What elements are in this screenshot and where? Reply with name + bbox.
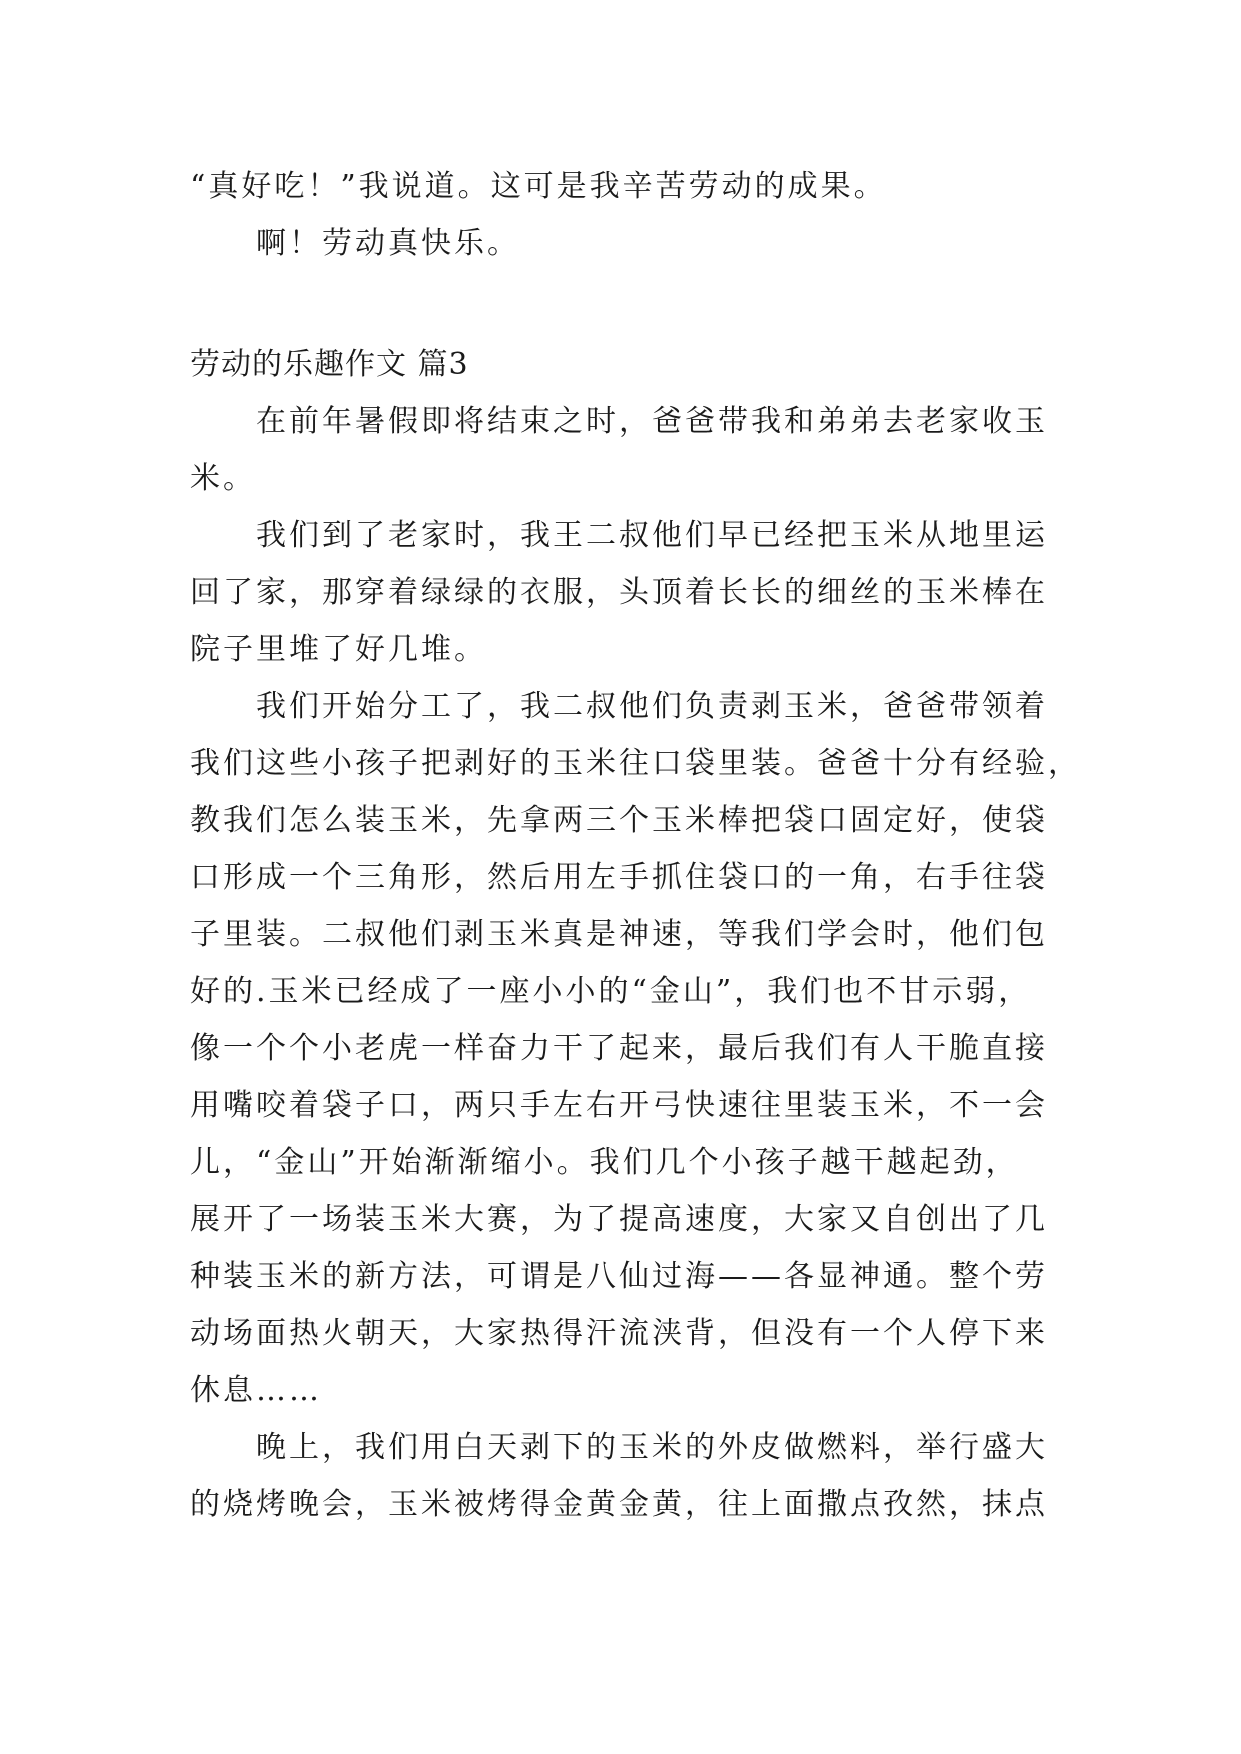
paragraph-line: 儿，“金山”开始渐渐缩小。我们几个小孩子越干越起劲， bbox=[190, 1145, 1019, 1180]
paragraph-line: 我们到了老家时，我王二叔他们早已经把玉米从地里运 bbox=[256, 518, 1048, 553]
paragraph-line: 展开了一场装玉米大赛，为了提高速度，大家又自创出了几 bbox=[190, 1202, 1048, 1237]
paragraph-line: 用嘴咬着袋子口，两只手左右开弓快速往里装玉米，不一会 bbox=[190, 1088, 1048, 1123]
paragraph-line: 回了家，那穿着绿绿的衣服，头顶着长长的细丝的玉米棒在 bbox=[190, 575, 1048, 610]
paragraph-line: 我们这些小孩子把剥好的玉米往口袋里装。爸爸十分有经验， bbox=[190, 746, 1081, 781]
paragraph-line: 在前年暑假即将结束之时，爸爸带我和弟弟去老家收玉 bbox=[256, 404, 1048, 439]
paragraph-line: 教我们怎么装玉米，先拿两三个玉米棒把袋口固定好，使袋 bbox=[190, 803, 1048, 838]
paragraph-line: “真好吃！”我说道。这可是我辛苦劳动的成果。 bbox=[190, 169, 887, 204]
paragraph-line: 啊！劳动真快乐。 bbox=[256, 226, 520, 261]
paragraph-line: 米。 bbox=[190, 461, 256, 496]
paragraph-line: 子里装。二叔他们剥玉米真是神速，等我们学会时，他们包 bbox=[190, 917, 1048, 952]
paragraph-line: 动场面热火朝天，大家热得汗流浃背，但没有一个人停下来 bbox=[190, 1316, 1048, 1351]
paragraph-line: 我们开始分工了，我二叔他们负责剥玉米，爸爸带领着 bbox=[256, 689, 1048, 724]
section-heading: 劳动的乐趣作文 篇3 bbox=[190, 347, 469, 382]
paragraph-line: 口形成一个三角形，然后用左手抓住袋口的一角，右手往袋 bbox=[190, 860, 1048, 895]
paragraph-line: 休息…… bbox=[190, 1373, 322, 1408]
paragraph-line: 的烧烤晚会，玉米被烤得金黄金黄，往上面撒点孜然，抹点 bbox=[190, 1487, 1048, 1522]
paragraph-line: 像一个个小老虎一样奋力干了起来，最后我们有人干脆直接 bbox=[190, 1031, 1048, 1066]
paragraph-line: 晚上，我们用白天剥下的玉米的外皮做燃料，举行盛大 bbox=[256, 1430, 1048, 1465]
paragraph-line: 好的.玉米已经成了一座小小的“金山”，我们也不甘示弱， bbox=[190, 974, 1032, 1009]
paragraph-line: 院子里堆了好几堆。 bbox=[190, 632, 487, 667]
paragraph-line: 种装玉米的新方法，可谓是八仙过海——各显神通。整个劳 bbox=[190, 1259, 1048, 1294]
